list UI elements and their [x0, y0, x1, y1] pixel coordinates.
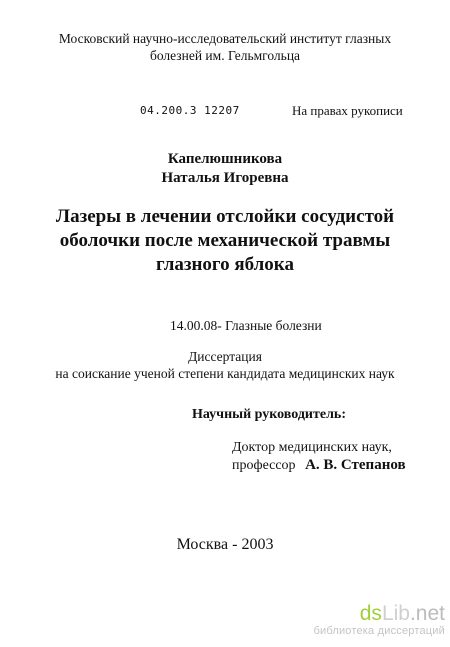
supervisor-title: профессор: [232, 458, 296, 473]
registration-stamp: 04.200.3 12207: [140, 104, 240, 117]
watermark-tagline: библиотека диссертаций: [313, 625, 445, 637]
dissertation-type: [0, 348, 450, 382]
title-line-3: глазного яблока: [156, 254, 294, 275]
supervisor-degree: Доктор медицинских наук,: [232, 440, 392, 455]
author-surname: Капелюшникова: [167, 151, 283, 167]
author-name: [0, 150, 450, 188]
dissertation-purpose: на соискание ученой степени кандидата медицинских наук: [55, 366, 395, 381]
dissertation-label: Диссертация: [188, 349, 262, 364]
watermark-logo: [300, 603, 445, 625]
watermark-logo-part-2: Lib: [381, 602, 410, 625]
watermark-logo-part-3: .net: [409, 602, 445, 625]
institute-line-2: болезней им. Гельмгольца: [149, 48, 301, 63]
dslib-watermark: [300, 603, 445, 638]
author-given-names: Наталья Игоревна: [161, 170, 289, 186]
institute-name: [0, 30, 450, 64]
institute-line-1: Московский научно-исследовательский институт глазных: [58, 31, 392, 46]
watermark-logo-part-1: ds: [359, 602, 382, 625]
dissertation-title: [0, 205, 450, 277]
specialty-code: 14.00.08- Глазные болезни: [170, 318, 322, 333]
supervisor-row: [232, 457, 406, 474]
title-line-2: оболочки после механической травмы: [59, 230, 391, 251]
title-line-1: Лазеры в лечении отслойки сосудистой: [55, 206, 395, 227]
supervisor-name: А. В. Степанов: [305, 457, 406, 473]
city-year: Москва - 2003: [176, 536, 274, 553]
rights-notice: На правах рукописи: [292, 103, 403, 118]
supervisor-label: Научный руководитель:: [192, 407, 346, 422]
